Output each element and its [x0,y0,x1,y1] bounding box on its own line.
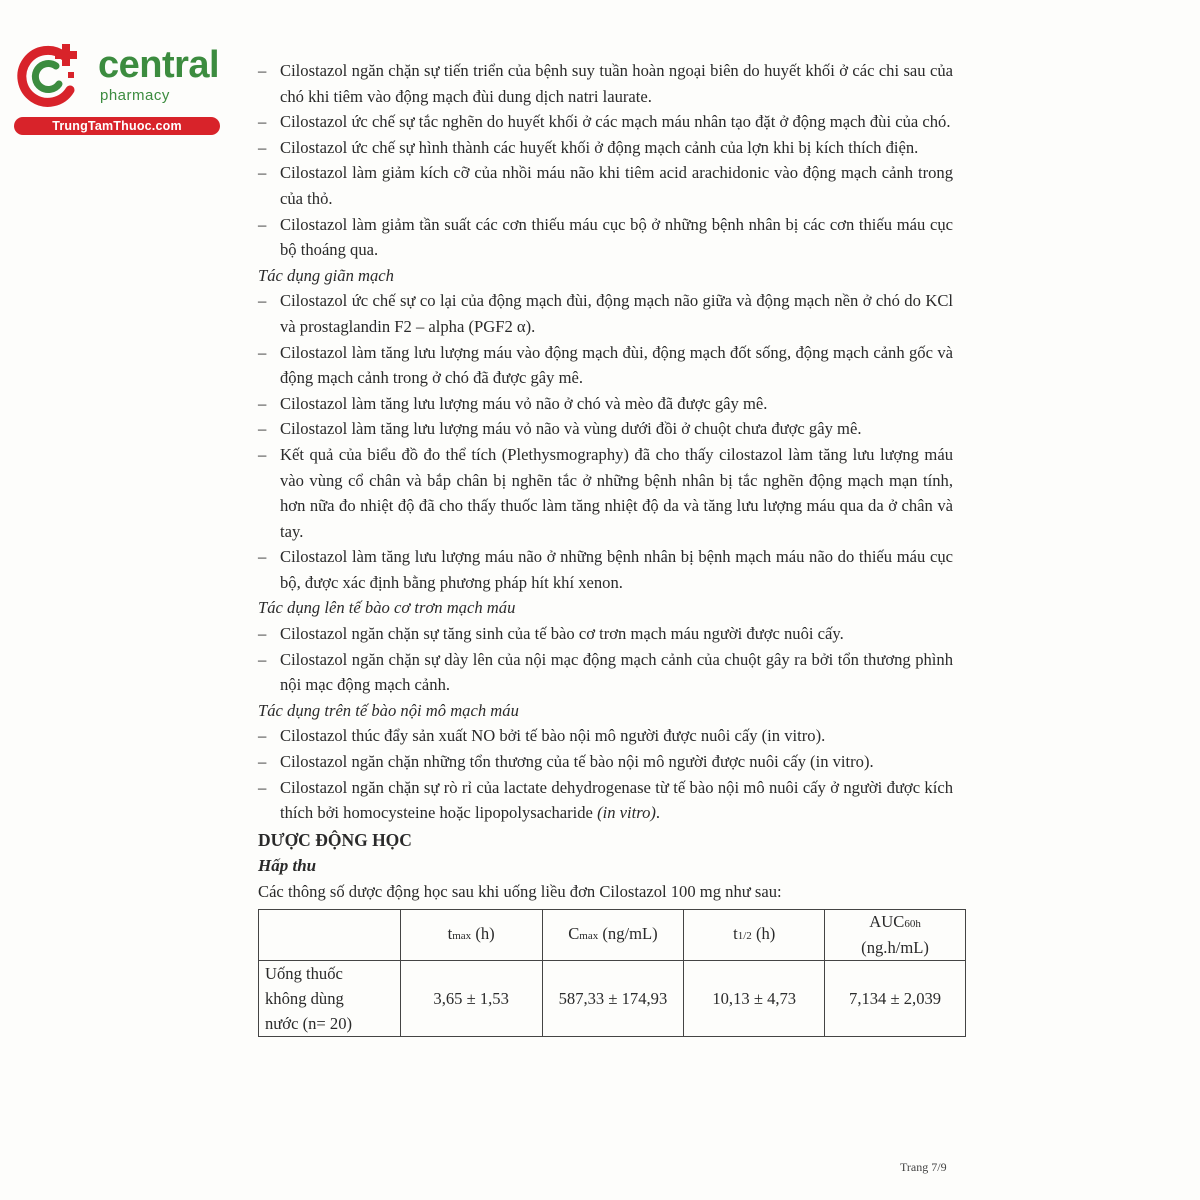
bullet-text: Cilostazol ngăn chặn sự tiến triển của bệnh suy tuần hoàn ngoại biên do huyết khối ở các chi sau của chó khi tiêm vào động mạch đùi dung dịch natri laurate. [280,61,953,106]
list-item [258,723,953,749]
bullet-dash: – [258,726,267,746]
bullet-list-vasodilation [258,288,953,595]
list-item [258,109,953,135]
bullet-text: Cilostazol làm giảm tần suất các cơn thiếu máu cục bộ ở những bệnh nhân bị các cơn thiếu máu cục bộ thoáng qua. [280,214,953,260]
list-item [258,58,953,109]
table-header-auc: AUC60h (ng.h/mL) [825,909,966,960]
bullet-dash: – [258,342,267,362]
bullet-dash: – [258,112,267,132]
bullet-text: Cilostazol thúc đẩy sản xuất NO bởi tế bào nội mô người được nuôi cấy (in vitro). [280,726,826,746]
list-item [258,288,953,339]
list-item [258,135,953,161]
bullet-dash: – [258,61,267,80]
subsection-title-absorption: Hấp thu [258,856,317,876]
list-item: – Cilostazol ngăn chặn sự rò rỉ của lactate dehydrogenase từ tế bào nội mô nuôi cấy ở người được kích thích bởi homocysteine hoặc lipopolysacharide (in vitro). [258,777,953,823]
page-number: Trang 7/9 [900,1160,947,1174]
bullet-dash: – [258,137,267,157]
logo-subtitle: pharmacy [100,87,170,104]
heading-endothelial: Tác dụng trên tế bào nội mô mạch máu [258,700,519,720]
list-item [258,544,953,595]
bullet-italic-text: (in vitro) [597,803,656,823]
bullet-dash: – [258,163,267,183]
list-item [258,442,953,544]
list-item [258,391,953,417]
pharmacy-cross-logo-icon [12,40,86,110]
table-cell-tmax: 3,65 ± 1,53 [400,960,542,1036]
pharmacokinetics-table [258,909,966,1037]
list-item [258,160,953,211]
bullet-dash: – [258,214,267,234]
bullet-list-antithrombotic [258,58,953,263]
list-item [258,340,953,391]
table-cell-cmax: 587,33 ± 174,93 [542,960,684,1036]
table-cell-thalf: 10,13 ± 4,73 [684,960,825,1036]
table-row-label: Uống thuốc không dùng nước (n= 20) [259,960,401,1036]
list-item [258,621,953,647]
bullet-text: Cilostazol làm tăng lưu lượng máu vào động mạch đùi, động mạch đốt sống, động mạch cảnh gốc và động mạch cảnh trong ở chó đã được gây mê. [280,342,953,388]
table-header-thalf: t1/2 (h) [684,909,825,960]
table-header-row [259,909,966,960]
list-item [258,416,953,442]
bullet-dash: – [258,649,267,669]
document-body [258,58,953,1037]
table-header-cmax: Cmax (ng/mL) [542,909,684,960]
bullet-text: Cilostazol làm tăng lưu lượng máu não ở những bệnh nhân bị bệnh mạch máu não do thiếu máu cục bộ, được xác định bằng phương pháp hít khí xenon. [280,547,953,592]
bullet-text: Cilostazol ức chế sự co lại của động mạch đùi, động mạch não giữa và động mạch nền ở chó do KCl và prostaglandin F2 – alpha (PGF2 α). [280,291,953,336]
heading-smooth-muscle: Tác dụng lên tế bào cơ trơn mạch máu [258,598,516,618]
bullet-dash: – [258,624,267,644]
bullet-text: Cilostazol ngăn chặn những tổn thương của tế bào nội mô người được nuôi cấy (in vitro). [280,752,874,772]
bullet-text: Cilostazol ngăn chặn sự rò rỉ của lactate dehydrogenase từ tế bào nội mô nuôi cấy ở người được kích thích bởi homocysteine hoặc lipopolysacharide [280,777,953,823]
list-item [258,749,953,775]
bullet-text: Cilostazol ức chế sự hình thành các huyết khối ở động mạch cảnh của lợn khi bị kích thích điện. [280,137,919,157]
bullet-list-endothelial [258,723,953,774]
central-pharmacy-logo [10,38,220,138]
bullet-text: Cilostazol làm giảm kích cỡ của nhồi máu não khi tiêm acid arachidonic vào động mạch cảnh trong của thỏ. [280,163,953,208]
bullet-text: Kết quả của biểu đồ đo thể tích (Plethysmography) đã cho thấy cilostazol làm tăng lưu lượng máu vào vùng cổ chân và bắp chân bị nghẽn tắc ở những bệnh nhân bị tắc nghẽn động mạch mạn tính, hơn nữa đo nhiệt độ đã cho thấy thuốc làm tăng nhiệt độ da và tăng lưu lượng máu qua da ở chân và tay. [280,444,953,541]
bullet-text: Cilostazol ngăn chặn sự dày lên của nội mạc động mạch cảnh của chuột gây ra bởi tổn thương phình nội mạc động mạch cảnh. [280,649,953,695]
bullet-dash: – [258,752,267,772]
table-header-empty [259,909,401,960]
bullet-dash: – [258,547,267,567]
logo-site-url: TrungTamThuoc.com [14,117,220,135]
list-item [258,647,953,698]
list-item [258,212,953,263]
bullet-dash: – [258,419,267,439]
logo-wordmark: central [98,44,220,86]
bullet-end: . [655,803,661,823]
bullet-dash: – [258,444,267,464]
table-intro: Các thông số dược động học sau khi uống liều đơn Cilostazol 100 mg như sau: [258,882,782,901]
bullet-text: Cilostazol ức chế sự tắc nghẽn do huyết khối ở các mạch máu nhân tạo đặt ở động mạch đùi của chó. [280,112,951,132]
bullet-dash: – [258,291,267,311]
bullet-text: Cilostazol làm tăng lưu lượng máu vỏ não ở chó và mèo đã được gây mê. [280,393,768,413]
bullet-list-smooth-muscle [258,621,953,698]
table-cell-auc: 7,134 ± 2,039 [825,960,966,1036]
table-row [259,960,966,1036]
bullet-dash: – [258,393,267,413]
heading-vasodilation: Tác dụng giãn mạch [258,265,394,285]
bullet-text: Cilostazol ngăn chặn sự tăng sinh của tế bào cơ trơn mạch máu người được nuôi cấy. [280,624,844,644]
section-title-pharmacokinetics: DƯỢC ĐỘNG HỌC [258,829,412,850]
bullet-text: Cilostazol làm tăng lưu lượng máu vỏ não và vùng dưới đồi ở chuột chưa được gây mê. [280,419,862,439]
table-header-tmax: tmax (h) [400,909,542,960]
